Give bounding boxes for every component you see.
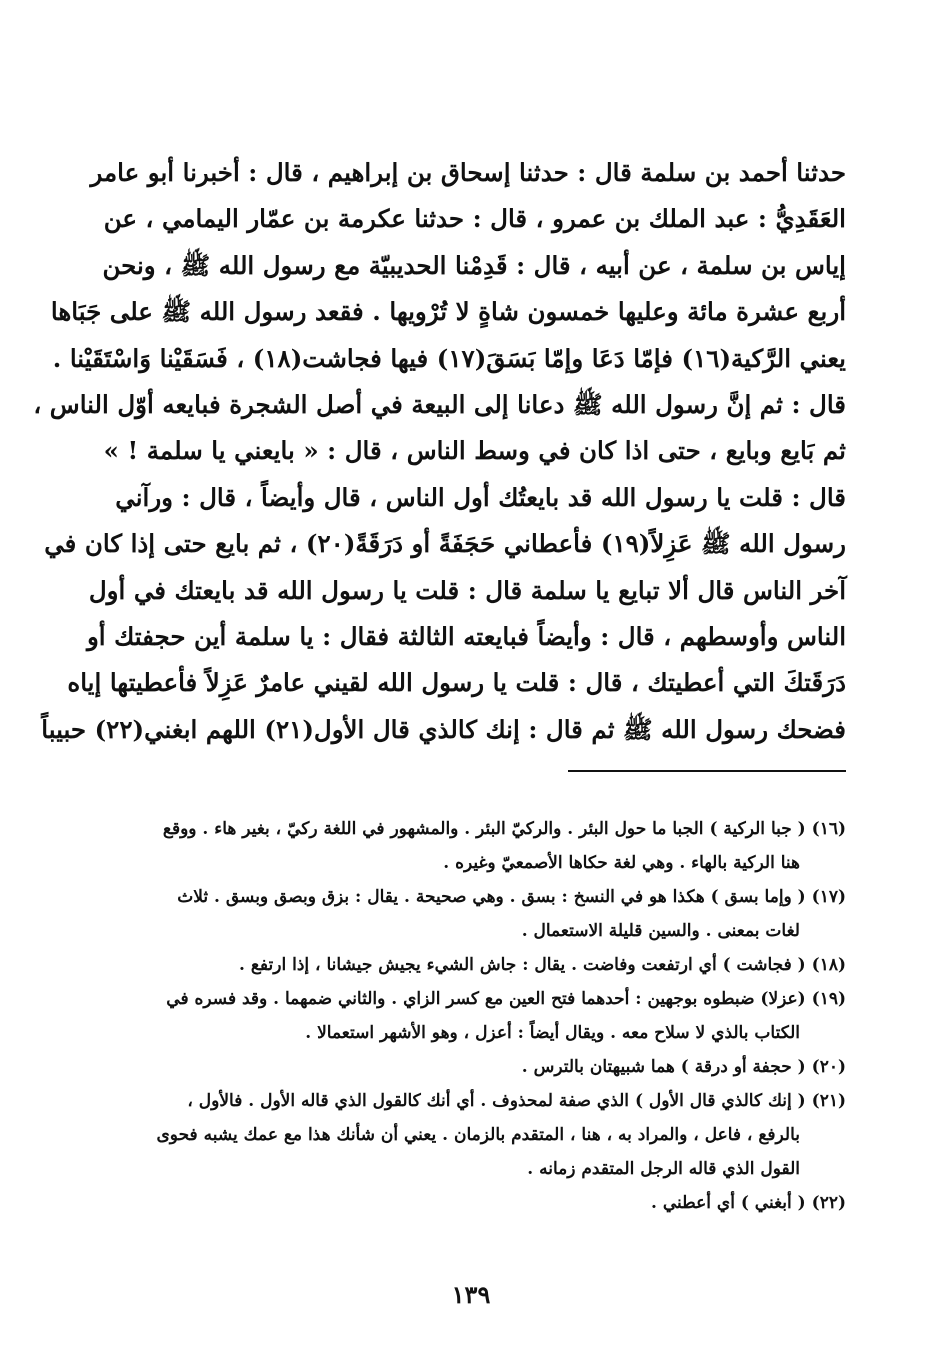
body-line: حدثنا أحمد بن سلمة قال : حدثنا إسحاق بن إبراهيم ، قال : أخبرنا أبو عامر: [90, 158, 846, 187]
footnotes-block: [118, 812, 846, 1220]
body-line: أربع عشرة مائة وعليها خمسون شاةٍ لا تُرْويها . فقعد رسول الله ﷺ على جَبَاها: [50, 297, 846, 327]
footnote-separator-rule: [568, 770, 846, 772]
page-number: ١٣٩: [451, 1280, 491, 1309]
body-line: رسول الله ﷺ عَزِلاً(١٩) فأعطاني حَجَفَةً أو دَرَقَةً(٢٠) ، ثم بايع حتى إذا كان في: [44, 529, 846, 559]
footnote-line: (١٩) (عزلا) ضبطوه بوجهين : أحدهما فتح العين مع كسر الزاي . والثاني ضمهما . وقد فسره في: [166, 989, 846, 1009]
body-line: قال : ثم إنَّ رسول الله ﷺ دعانا إلى البيعة في أصل الشجرة فبايعه أوّل الناس ،: [33, 389, 846, 419]
body-line: ثم بَايع وبايع ، حتى اذا كان في وسط الناس ، قال : « بايعني يا سلمة ! »: [103, 436, 846, 466]
footnote-line: (٢٢) ( أبغني ) أي أعطني .: [651, 1193, 846, 1213]
footnote-line: القول الذي قاله الرجل المتقدم زمانه .: [527, 1159, 800, 1179]
footnote-line: (٢١) ( إنك كالذي قال الأول ) الذي صفة لمحذوف . أي أنك كالقول الذي قاله الأول . فالأول ،: [187, 1091, 846, 1111]
footnote-line: بالرفع ، فاعل ، والمراد به ، هنا ، المتقدم بالزمان . يعني أن شأنك هذا مع عمك يشبه فحوى: [156, 1125, 800, 1145]
footnote-line: (٢٠) ( حجفة أو درقة ) هما شبيهتان بالترس .: [521, 1057, 846, 1077]
main-text-block: [33, 150, 846, 753]
body-line: العَقَدِيُّ : عبد الملك بن عمرو ، قال : حدثنا عكرمة بن عمّار اليمامي ، عن: [103, 204, 846, 234]
body-line: قال : قلت يا رسول الله قد بايعتُك أول الناس ، قال وأيضاً ، قال : ورآني: [115, 482, 846, 512]
body-line: إياس بن سلمة ، عن أبيه ، قال : قَدِمْنا الحديبيّة مع رسول الله ﷺ ، ونحن: [102, 250, 846, 280]
body-line: الناس وأوسطهم ، قال : وأيضاً فبايعته الثالثة فقال : يا سلمة أين حجفتك أو: [86, 621, 846, 651]
footnote-line: (١٨) ( فجاشت ) أي ارتفعت وفاضت . يقال : جاش الشيء يجيش جيشانا ، إذا ارتفع .: [239, 955, 846, 975]
footnote-line: هنا الركية بالهاء . وهي لغة حكاها الأصمعيّ وغيره .: [443, 853, 800, 873]
footnote-line: الكتاب بالذي لا سلاح معه . ويقال أيضاً : أعزل ، وهو الأشهر استعمالا .: [305, 1023, 800, 1043]
body-line: فضحك رسول الله ﷺ ثم قال : إنك كالذي قال الأول(٢١) اللهم ابغني(٢٢) حبيباً: [41, 714, 846, 744]
footnote-line: (١٧) ( وإما بسق ) هكذا هو في النسخ : بسق . وهي صحيحة . يقال : بزق وبصق وبسق . ثلاث: [177, 887, 846, 907]
footnote-line: لغات بمعنى . والسين قليلة الاستعمال .: [521, 921, 800, 941]
body-line: يعني الرَّكية(١٦) فإمّا دَعَا وإمّا بَسَقَ(١٧) فيها فجاشت(١٨) ، فَسَقَيْنا وَاسْتَقَيْنا .: [52, 343, 846, 373]
body-line: آخر الناس قال ألا تبايع يا سلمة قال : قلت يا رسول الله قد بايعتك في أول: [88, 575, 846, 605]
footnote-line: (١٦) ( جبا الركية ) الجبا ما حول البئر . والركيّ البئر . والمشهور في اللغة ركيّ ، بغير هاء . ووقع: [162, 819, 846, 839]
body-line: دَرَقَتكَ التي أعطيتك ، قال : قلت يا رسول الله لقيني عامرٌ عَزِلاً فأعطيتها إياه: [67, 668, 846, 698]
